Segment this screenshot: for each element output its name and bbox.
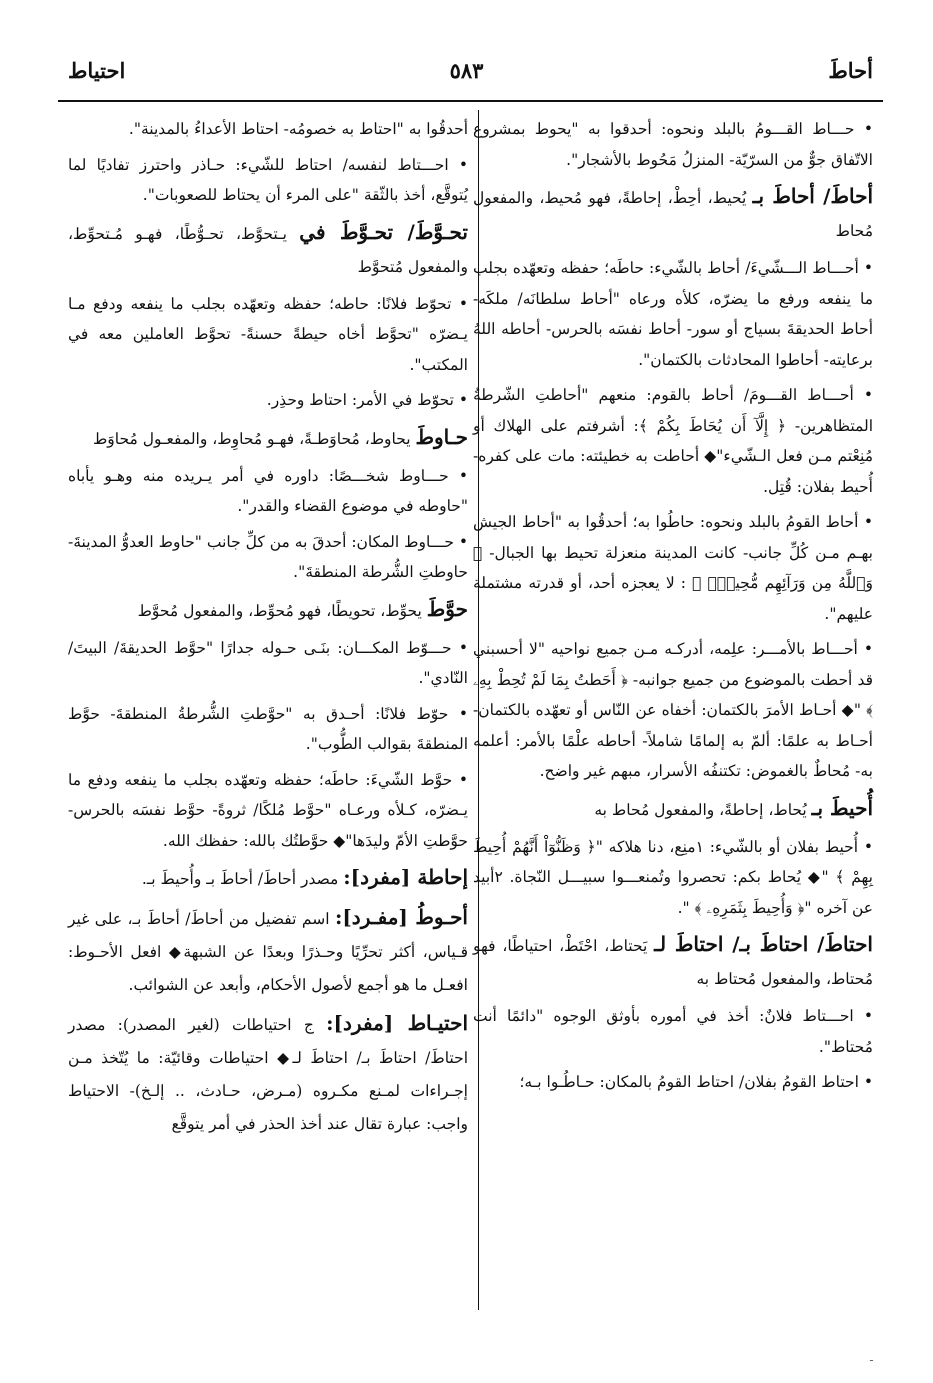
sense-entry bbox=[473, 253, 873, 375]
header-headword-left: احتياط bbox=[68, 58, 126, 83]
entry-text: • احـــتاط لنفسه/ احتاط للشّيء: حـاذر واحترز تفاديًا لما يُتوقَّع، أخذ بالثّقة "على المرء أن يحتاط للصعوبات". bbox=[68, 155, 468, 204]
headword-entry bbox=[68, 1007, 468, 1141]
sense-entry bbox=[473, 114, 873, 175]
sense-entry bbox=[68, 114, 468, 145]
entry-text: يَحتاط، احْتَطْ، احتياطًا، فهو مُحتاط، والمفعول مُحتاط به bbox=[473, 937, 873, 988]
entry-text: يحاوط، مُحاوَطـةً، فهـو مُحاوِط، والمفعـول مُحاوَط bbox=[92, 429, 416, 448]
sense-entry bbox=[68, 699, 468, 760]
headword-entry bbox=[473, 928, 873, 996]
page-corner-mark: ـ bbox=[870, 1353, 873, 1364]
entry-text: • أُحيط بفلان أو بالشّيء: ١منِع، دنا هلاكه "﴿ وَظَنُّوٓاْ أَنَّهُمْ أُحِيطَ بِهِمْ ﴾ "◆ يُحاط بكم: تحصروا وتُمنعـــوا سبيـــل النّجاة. ٢أبيد عن آخره "﴿ وَأُحِيطَ بِثَمَرِهِۦ ﴾ ". bbox=[473, 837, 873, 917]
entry-text: • احتاط القومُ بفلان/ احتاط القومُ بالمكان: حـاطُـوا بـه؛ bbox=[519, 1073, 873, 1091]
sense-entry bbox=[473, 1067, 873, 1098]
entry-text: • حـــاوط شخـــصًا: داوره في أمر يـريده منه وهـو يأباه "حاوطه في موضوع القضاء والقدر". bbox=[68, 466, 468, 515]
headword-entry bbox=[68, 861, 468, 896]
entry-text: • حوّط فلانًا: أحـدق به "حوَّطتِ الشُّرطةُ المنطقةَ- حوَّط المنطقةَ بقوالب الطُّوب". bbox=[68, 704, 468, 753]
headword-entry bbox=[68, 216, 468, 284]
entry-text: • حـــاوط المكان: أحدقَ به من كلِّ جانب "حاوط العدوُّ المدينةَ- حاوطتِ الشُّرطة المنطقةَ". bbox=[68, 532, 468, 581]
entry-text: يـتحوَّط، تحـوُّطًا، فهـو مُـتحوِّط، والمفعول مُتحوَّط bbox=[68, 224, 468, 276]
headword-entry bbox=[68, 421, 468, 456]
sense-entry bbox=[68, 461, 468, 522]
entry-text: • احـــتاط فلانٌ: أخذ في أموره بأوثق الوجوه "دائمًا أنت مُحتاط". bbox=[473, 1007, 873, 1056]
sense-entry bbox=[68, 765, 468, 857]
sense-entry bbox=[473, 634, 873, 787]
header-rule bbox=[58, 100, 883, 102]
entry-text: • أحاط القومُ بالبلد ونحوه: حاطُوا به؛ أحدقُوا به "أحاط الجيش بهـم مـن كُلِّ جانب- كانت المدينة منعزلة تحيط بها الجبال- ﴿ وَٱللَّهُ مِن وَرَآئِهِم مُّحِيطٌۢ ﴾ : لا يعجزه أحد، أو قدرته مشتملة عليهم". bbox=[473, 513, 873, 623]
page-number: ٥٨٣ bbox=[449, 58, 484, 83]
headword: حوَّطَ bbox=[426, 596, 468, 621]
entry-text: • أحـــاط بالأمـــر: علِمه، أدركـه مـن جميع نواحيه "لا أحسبني قد أحطت بالموضوع من جميع جوانبه- ﴿ أَحَطتُ بِمَا لَمْ تُحِطْ بِهِۦ ﴾ "◆ أحـاط الأمرَ بالكتمان: أخفاه عن النّاس أو تعهّده بالكتمان- أحـاط به علمًا: ألمّ به إلمامًا شاملاً- أحاطه علْمًا بالأمر: أعلمه به- مُحاطٌ بالغموض: تكتنفُه الأسرار، مبهم غير واضح. bbox=[473, 640, 873, 780]
sense-entry bbox=[473, 832, 873, 924]
headword: أحاطَ/ أحاطَ بـ bbox=[752, 184, 873, 208]
right-column bbox=[473, 114, 873, 1103]
entry-text: يُحيط، أحِطْ، إحاطةً، فهو مُحيط، والمفعول مُحاط bbox=[473, 189, 873, 240]
sense-entry bbox=[68, 527, 468, 588]
headword: تحـوَّطَ/ تحـوَّطَ في bbox=[299, 219, 468, 244]
entry-text: ج احتياطات (لغير المصدر): مصدر احتاطَ/ احتاطَ بـ/ احتاطَ لـ◆ احتياطات وقائيّة: ما يُتّخذ مـن إجـراءات لمـنع مكـروه (مـرض، حـادث، .. إلـخ)- الاحتياط واجب: عبارة تقال عند أخذ الحذر في أمر يتوقَّع bbox=[68, 1016, 468, 1133]
left-column bbox=[68, 114, 468, 1146]
entry-text: • حـــاط القـــومُ بالبلد ونحوه: أحدقوا به "يحوط بمشروع الاتّفاق جوٌّ من السرّيّة- المنزلُ مَحُوط بالأشجار". bbox=[473, 120, 873, 169]
entry-text: يُحاط، إحاطةً، والمفعول مُحاط به bbox=[594, 800, 812, 819]
entry-text: • أحـــاط الـــشّيءَ/ أحاط بالشّيء: حاطَه؛ حفظه وتعهّده بجلب ما ينفعه ورفع ما يضرّه، كلأه ورعاه "أحاط سلطانَه/ ملكَه- أحاط الحديقةَ بسياج أو سور- أحاط نفسَه بالحرس- أحاطه اللهُ برعايته- أحاطوا المحادثات بالكتمان". bbox=[473, 259, 873, 369]
headword: إحاطة [مفرد]: bbox=[343, 865, 468, 889]
entry-text: • أحـــاط القـــومَ/ أحاط بالقوم: منعهم "أحاطتِ الشّرطةُ المتظاهرين- ﴿ إِلَّآ أَن يُحَاطَ بِكُمْ ﴾: أشرفتم على الهلاك أو مُنِعْتم مـن فعل الـشّيء"◆ أحاطت به خطيئته: مات على كفره- أُحيط بفلان: قُتِل. bbox=[473, 386, 873, 496]
sense-entry bbox=[473, 1001, 873, 1062]
headword: احتيـاط [مفرد]: bbox=[326, 1011, 469, 1035]
headword: أحـوطُ [مفـرد]: bbox=[334, 905, 468, 929]
entry-text: اسم تفضيل من أحاطَ/ أحاطَ بـ، على غير قـياس، أكثر تحرِّيًا وحـذرًا وبعدًا عن الشبهة◆ افعل الأحـوط: افعـل ما هو أجمع لأصول الأحكام، وأبعد عن الشوائب. bbox=[68, 910, 468, 994]
entry-text: مصدر أحاطَ/ أحاطَ بـ وأُحيطَ بـ. bbox=[141, 870, 344, 888]
sense-entry bbox=[68, 289, 468, 381]
header-headword-right: أحاطَ bbox=[828, 58, 873, 83]
entry-text: • تحوّط فلانًا: حاطه؛ حفظه وتعهّده بجلب ما ينفعه ودفع مـا يـضرّه "تحوَّط أخاه حيطةً حسنةً- تحوَّط العاملين معه في المكتب". bbox=[68, 294, 468, 374]
headword: احتاطَ/ احتاطَ بـ/ احتاطَ لـ bbox=[654, 932, 873, 956]
sense-entry bbox=[68, 385, 468, 416]
headword-entry bbox=[473, 180, 873, 248]
sense-entry bbox=[473, 507, 873, 629]
entry-text: • حوَّط الشّيءَ: حاطَه؛ حفظه وتعهّده بجلب ما ينفعه ودفع ما يـضرّه، كـلأه ورعـاه "حوَّط مُلكًا/ ثروةً- حوَّط نفسَه بالحرس- حوَّطتِ الأمّ وليدَها"◆ حوَّطتُك بالله: حفظك الله. bbox=[68, 770, 468, 850]
entry-text: • حـــوّط المكـــان: بنَـى حـوله جدارًا "حوَّط الحديقةَ/ البيتَ/ النّادي". bbox=[68, 638, 468, 687]
entry-text: • تحوّط في الأمر: احتاط وحذِر. bbox=[266, 391, 468, 409]
headword-entry bbox=[68, 901, 468, 1002]
sense-entry bbox=[68, 633, 468, 694]
headword: أُحيطَ بـ bbox=[811, 795, 873, 820]
sense-entry bbox=[68, 150, 468, 211]
headword-entry bbox=[68, 593, 468, 628]
entry-text: أحدقُوا به "احتاط به خصومُه- احتاط الأعداءُ بالمدينة". bbox=[128, 120, 468, 138]
headword-entry bbox=[473, 792, 873, 827]
entry-text: يحوِّط، تحويطًا، فهو مُحوِّط، والمفعول مُحوَّط bbox=[137, 601, 427, 620]
headword: حـاوطَ bbox=[415, 424, 468, 449]
sense-entry bbox=[473, 380, 873, 502]
